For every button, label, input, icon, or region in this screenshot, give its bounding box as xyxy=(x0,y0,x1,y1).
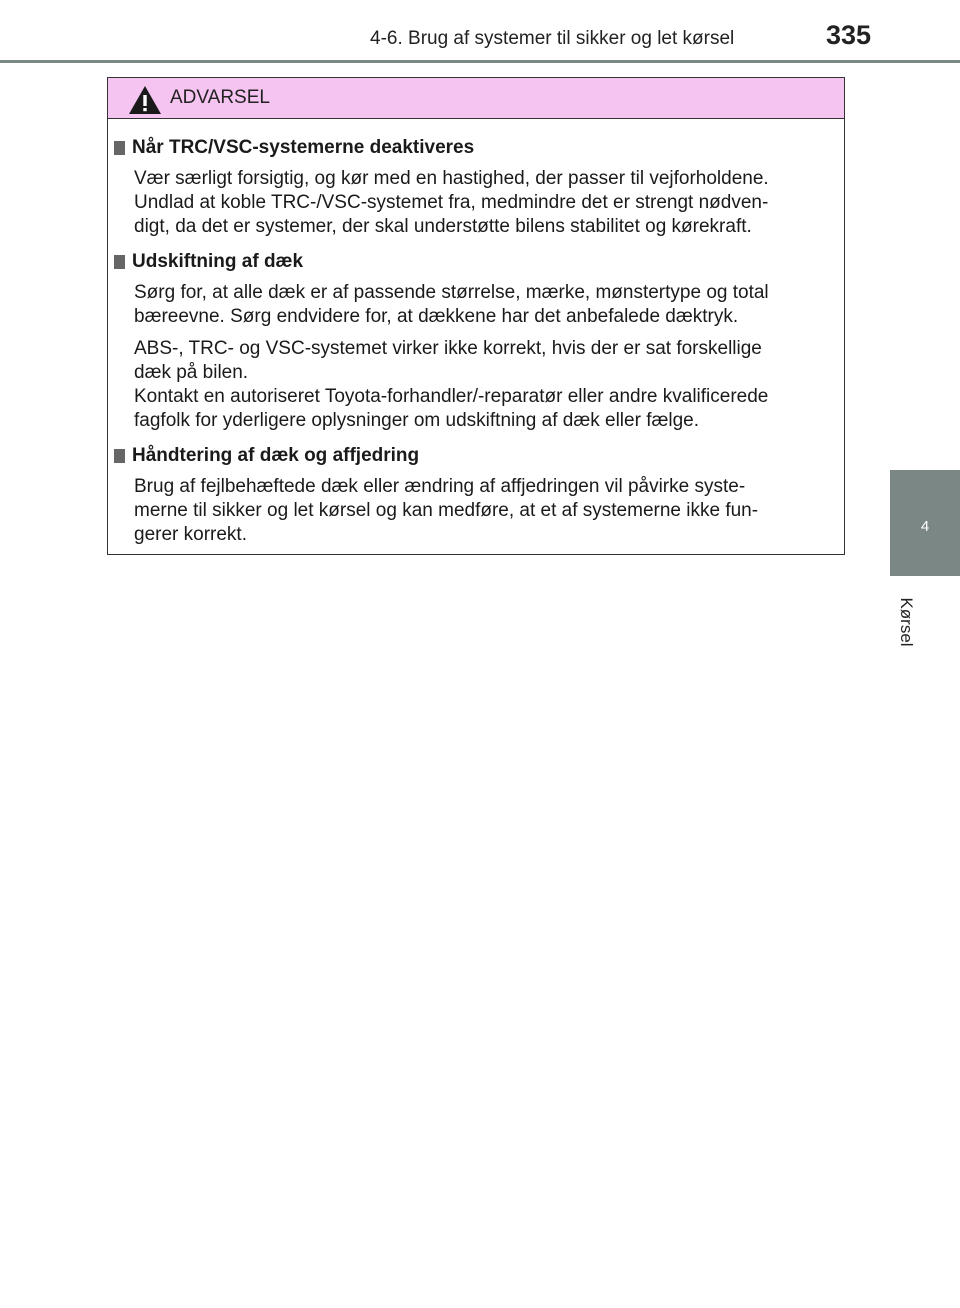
section-paragraph xyxy=(134,167,828,239)
warning-box xyxy=(107,77,845,555)
paragraph-line: Undlad at koble TRC-/VSC-systemet fra, medmindre det er strengt nødven- xyxy=(134,192,769,213)
paragraph-line: Kontakt en autoriseret Toyota-forhandler/-reparatør eller andre kvalificerede xyxy=(134,386,769,407)
header-divider xyxy=(0,60,960,63)
chapter-tab xyxy=(890,470,960,576)
section-heading-text: Når TRC/VSC-systemerne deaktiveres xyxy=(132,137,475,158)
section-heading-text: Udskiftning af dæk xyxy=(132,251,304,272)
warning-header xyxy=(108,78,844,119)
warning-triangle-icon xyxy=(128,85,162,115)
warning-body xyxy=(108,119,844,547)
section-heading xyxy=(114,249,828,275)
chapter-label-text: Kørsel xyxy=(897,597,916,647)
chapter-number: 4 xyxy=(920,518,930,535)
paragraph-line: digt, da det er systemer, der skal understøtte bilens stabilitet og kørekraft. xyxy=(134,216,752,237)
paragraph-line: bæreevne. Sørg endvidere for, at dækkene har det anbefalede dæktryk. xyxy=(134,306,739,327)
warning-section xyxy=(114,249,828,433)
paragraph-line: Sørg for, at alle dæk er af passende størrelse, mærke, mønstertype og total xyxy=(134,282,769,303)
paragraph-line: dæk på bilen. xyxy=(134,362,249,383)
warning-section xyxy=(114,443,828,547)
paragraph-line: fagfolk for yderligere oplysninger om udskiftning af dæk eller fælge. xyxy=(134,410,700,431)
paragraph-line: merne til sikker og let kørsel og kan medføre, at et af systemerne ikke fun- xyxy=(134,500,759,521)
section-heading-text: Håndtering af dæk og affjedring xyxy=(132,445,420,466)
warning-title: ADVARSEL xyxy=(170,87,270,108)
section-heading xyxy=(114,135,828,161)
paragraph-line: gerer korrekt. xyxy=(134,524,247,545)
page-number: 335 xyxy=(826,20,872,50)
section-paragraph xyxy=(134,281,828,329)
square-bullet-icon xyxy=(114,255,125,269)
square-bullet-icon xyxy=(114,449,125,463)
paragraph-line: Vær særligt forsigtig, og kør med en hastighed, der passer til vejforholdene. xyxy=(134,168,769,189)
warning-section xyxy=(114,135,828,239)
section-paragraph xyxy=(134,337,828,433)
chapter-label xyxy=(886,592,926,652)
paragraph-line: Brug af fejlbehæftede dæk eller ændring af affjedringen vil påvirke syste- xyxy=(134,476,746,497)
section-title: 4-6. Brug af systemer til sikker og let kørsel xyxy=(370,28,735,49)
square-bullet-icon xyxy=(114,141,125,155)
paragraph-line: ABS-, TRC- og VSC-systemet virker ikke korrekt, hvis der er sat forskellige xyxy=(134,338,762,359)
section-heading xyxy=(114,443,828,469)
section-paragraph xyxy=(134,475,828,547)
